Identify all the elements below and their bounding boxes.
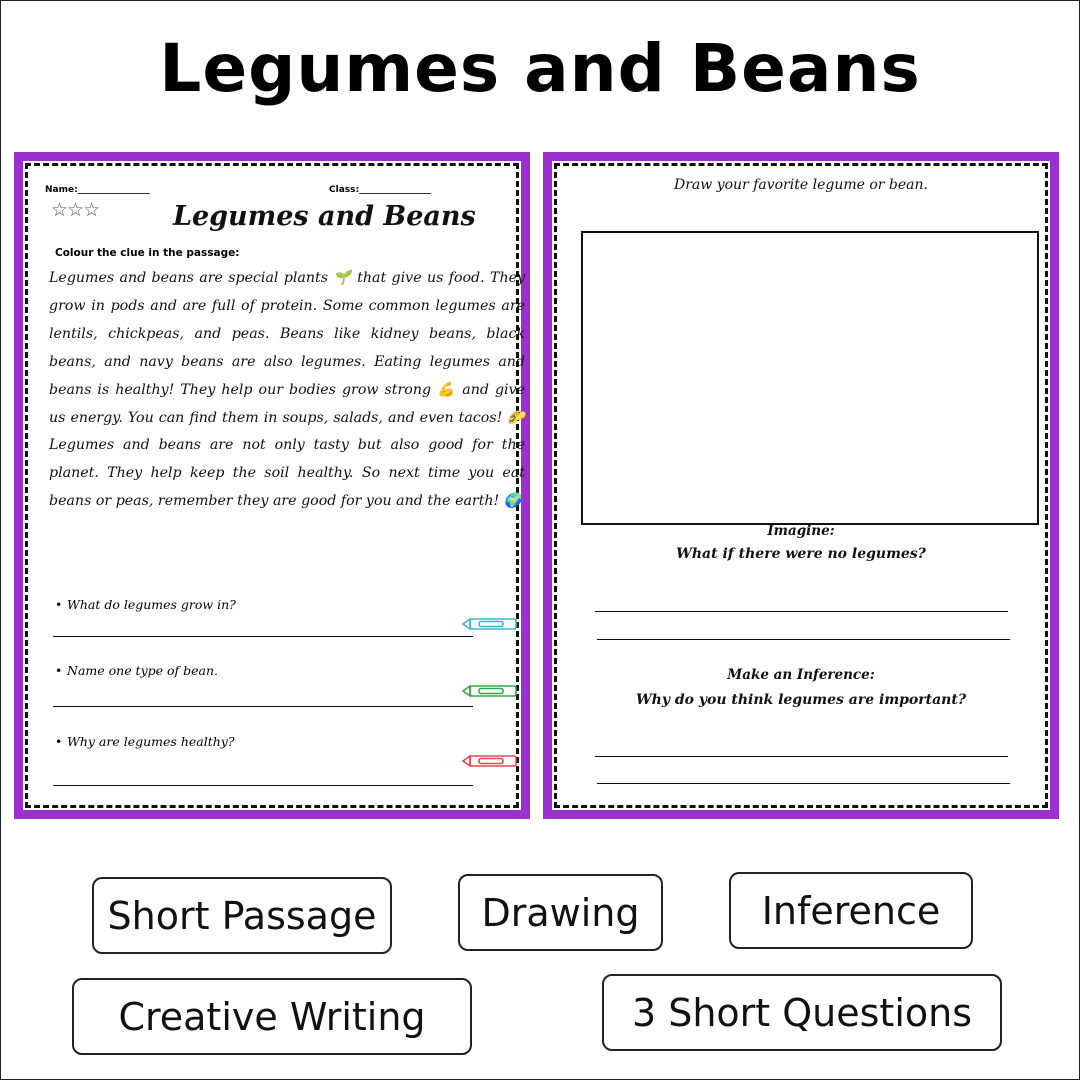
writing-line <box>597 639 1010 640</box>
crayon-icon <box>461 684 519 698</box>
tag-3-short-questions: 3 Short Questions <box>602 974 1002 1051</box>
answer-line <box>53 706 473 707</box>
crayon-icon <box>461 754 519 768</box>
question-text: What do legumes grow in? <box>67 597 236 612</box>
name-field: Name:________________ <box>45 185 150 195</box>
worksheet-sheet <box>23 161 525 810</box>
worksheet-preview <box>14 152 530 819</box>
question-3: • Why are legumes healthy? <box>55 734 235 749</box>
answer-line <box>53 785 473 786</box>
answer-line <box>53 636 473 637</box>
drawing-box <box>581 231 1039 525</box>
question-1: • What do legumes grow in? <box>55 597 236 612</box>
tag-drawing: Drawing <box>458 874 663 951</box>
question-text: Name one type of bean. <box>67 663 219 678</box>
instruction-text: Colour the clue in the passage: <box>55 247 240 259</box>
star-rating-icon: ☆☆☆ <box>51 199 100 221</box>
tag-creative-writing: Creative Writing <box>72 978 472 1055</box>
question-text: Why are legumes healthy? <box>67 734 235 749</box>
writing-line <box>595 756 1008 757</box>
tag-inference: Inference <box>729 872 973 949</box>
page-title: Legumes and Beans <box>159 30 921 107</box>
imagine-question: What if there were no legumes? <box>676 546 926 562</box>
reading-passage: Legumes and beans are special plants 🌱 that give us food. They grow in pods and are full of protein. Some common legumes are lentils, chickpeas, and peas. Beans like kidney beans, black beans, and navy beans are also legumes. Eating legumes and beans is healthy! They help our bodies grow strong 💪 and give us energy. You can find them in soups, salads, and even tacos! 🌮 Legumes and beans are not only tasty but also good for the planet. They help keep the soil healthy. So next time you eat beans or peas, remember they are good for you and the earth! 🌍 <box>49 270 525 510</box>
activity-page-preview <box>543 152 1059 819</box>
class-field: Class:________________ <box>329 185 432 195</box>
activity-sheet <box>552 161 1050 810</box>
inference-question: Why do you think legumes are important? <box>635 692 967 708</box>
writing-line <box>595 611 1008 612</box>
writing-line <box>597 783 1010 784</box>
draw-prompt: Draw your favorite legume or bean. <box>674 177 928 193</box>
tag-short-passage: Short Passage <box>92 877 392 954</box>
question-2: • Name one type of bean. <box>55 663 219 678</box>
crayon-icon <box>461 617 519 631</box>
inference-heading: Make an Inference: <box>727 667 875 683</box>
worksheet-title: Legumes and Beans <box>173 201 476 232</box>
imagine-heading: Imagine: <box>767 523 835 539</box>
